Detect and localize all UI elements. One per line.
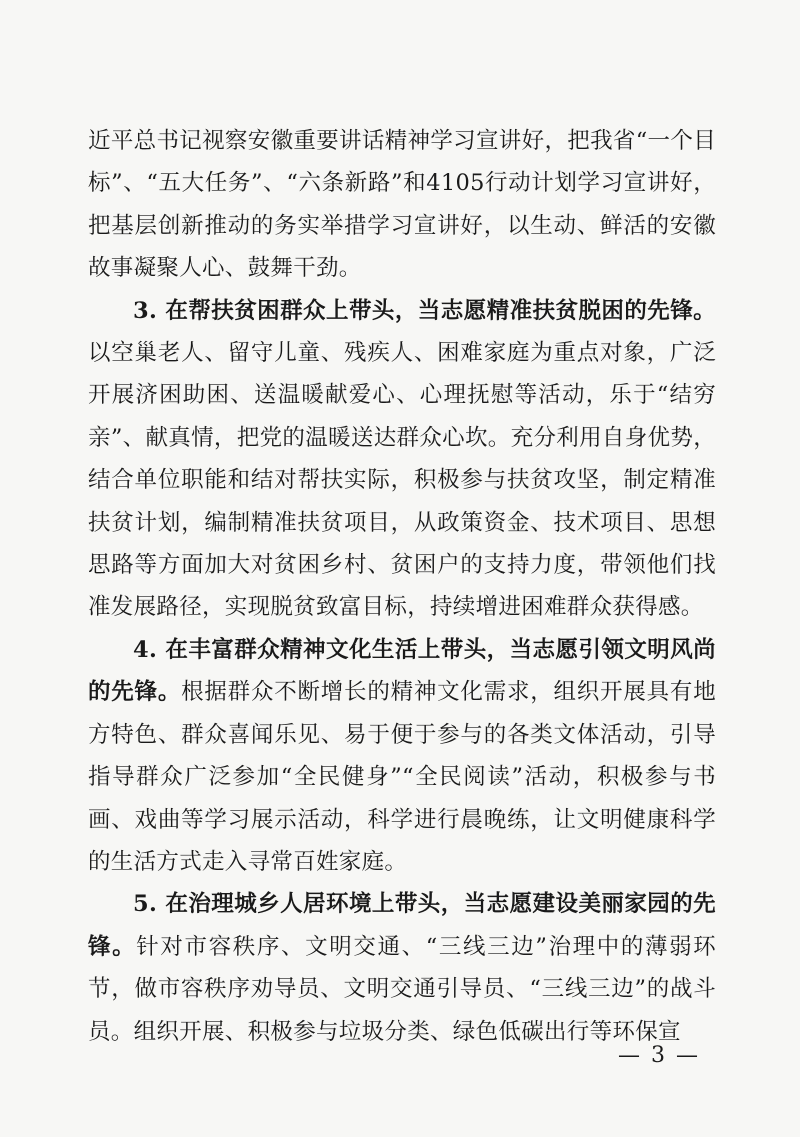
paragraph-item-3 (88, 290, 716, 629)
paragraph-heading: 3. 在帮扶贫困群众上带头，当志愿精准扶贫脱困的先锋。 (133, 297, 716, 324)
document-body (88, 120, 716, 1053)
paragraph-body: 根据群众不断增长的精神文化需求，组织开展具有地方特色、群众喜闻乐见、易于便于参与的各类文体活动，引导指导群众广泛参加“全民健身”“全民阅读”活动，积极参与书画、戏曲等学习展示活动，科学进行晨晚练，让文明健康科学的生活方式走入寻常百姓家庭。 (88, 679, 716, 875)
page-number: — 3 — (618, 1043, 700, 1068)
paragraph-heading: 5. 在治理城乡人居环境上带头，当志愿建设美丽家园的先锋。 (88, 891, 716, 960)
paragraph-body: 针对市容秩序、文明交通、“三线三边”治理中的薄弱环节，做市容秩序劝导员、文明交通引导员、“三线三边”的战斗员。组织开展、积极参与垃圾分类、绿色低碳出行等环保宣 (88, 933, 716, 1045)
paragraph-item-4 (88, 629, 716, 883)
paragraph-continuation (88, 120, 716, 290)
paragraph-body: 近平总书记视察安徽重要讲话精神学习宣讲好，把我省“一个目标”、“五大任务”、“六条新路”和4105行动计划学习宣讲好，把基层创新推动的务实举措学习宣讲好，以生动、鲜活的安徽故事凝聚人心、鼓舞干劲。 (88, 128, 716, 282)
paragraph-item-5 (88, 883, 716, 1053)
paragraph-body: 以空巢老人、留守儿童、残疾人、困难家庭为重点对象，广泛开展济困助困、送温暖献爱心、心理抚慰等活动，乐于“结穷亲”、献真情，把党的温暖送达群众心坎。充分利用自身优势，结合单位职能和结对帮扶实际，积极参与扶贫攻坚，制定精准扶贫计划，编制精准扶贫项目，从政策资金、技术项目、思想思路等方面加大对贫困乡村、贫困户的支持力度，带领他们找准发展路径，实现脱贫致富目标，持续增进困难群众获得感。 (88, 340, 716, 621)
paragraph-heading: 4. 在丰富群众精神文化生活上带头，当志愿引领文明风尚的先锋。 (88, 636, 716, 706)
